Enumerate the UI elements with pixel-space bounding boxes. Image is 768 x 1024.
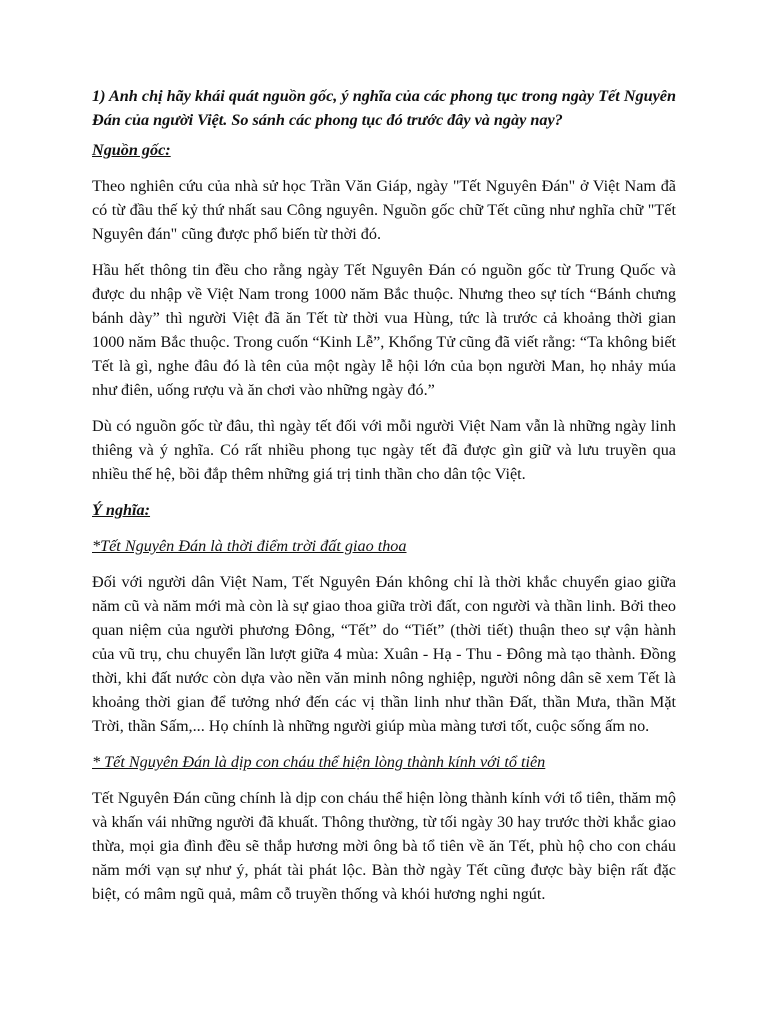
meaning-paragraph-1: Đối với người dân Việt Nam, Tết Nguyên Đán không chỉ là thời khắc chuyển giao giữa năm cũ và năm mới mà còn là sự giao thoa giữa trời đất, con người và thần linh. Bởi theo quan niệm của người phương Đông, “Tết” do “Tiết” (thời tiết) thuận theo sự vận hành của vũ trụ, chu chuyển lần lượt giữa 4 mùa: Xuân - Hạ - Thu - Đông mà tạo thành. Đồng thời, khi đất nước còn dựa vào nền văn minh nông nghiệp, người nông dân sẽ xem Tết là khoảng thời gian để tưởng nhớ đến các vị thần linh như thần Đất, thần Mưa, thần Mặt Trời, thần Sấm,... Họ chính là những người giúp mùa màng tươi tốt, cuộc sống ấm no.: [92, 573, 676, 735]
meaning-subheading-1: *Tết Nguyên Đán là thời điểm trời đất giao thoa: [92, 537, 407, 555]
meaning-heading: Ý nghĩa:: [92, 501, 151, 519]
origin-paragraph-3: Dù có nguồn gốc từ đâu, thì ngày tết đối với mỗi người Việt Nam vẫn là những ngày linh thiêng và ý nghĩa. Có rất nhiều phong tục ngày tết đã được gìn giữ và lưu truyền qua nhiều thế hệ, bồi đắp thêm những giá trị tinh thần cho dân tộc Việt.: [92, 417, 676, 483]
origin-paragraph-1: Theo nghiên cứu của nhà sử học Trần Văn Giáp, ngày "Tết Nguyên Đán" ở Việt Nam đã có từ đầu thế kỷ thứ nhất sau Công nguyên. Nguồn gốc chữ Tết cũng như nghĩa chữ "Tết Nguyên đán" cũng được phổ biến từ thời đó.: [92, 177, 676, 243]
question-title: 1) Anh chị hãy khái quát nguồn gốc, ý nghĩa của các phong tục trong ngày Tết Nguyên Đán của người Việt. So sánh các phong tục đó trước đây và ngày nay?: [92, 87, 676, 129]
document-page: [92, 84, 676, 918]
meaning-paragraph-2: Tết Nguyên Đán cũng chính là dịp con cháu thể hiện lòng thành kính với tổ tiên, thăm mộ và khấn vái những người đã khuất. Thông thường, từ tối ngày 30 hay trước thời khắc giao thừa, mọi gia đình đều sẽ thắp hương mời ông bà tổ tiên về ăn Tết, phù hộ cho con cháu năm mới vạn sự như ý, phát tài phát lộc. Bàn thờ ngày Tết cũng được bày biện rất đặc biệt, có mâm ngũ quả, mâm cỗ truyền thống và khói hương nghi ngút.: [92, 789, 676, 903]
meaning-subheading-2: * Tết Nguyên Đán là dịp con cháu thể hiện lòng thành kính với tổ tiên: [92, 753, 546, 771]
origin-paragraph-2: Hầu hết thông tin đều cho rằng ngày Tết Nguyên Đán có nguồn gốc từ Trung Quốc và được du nhập về Việt Nam trong 1000 năm Bắc thuộc. Nhưng theo sự tích “Bánh chưng bánh dày” thì người Việt đã ăn Tết từ thời vua Hùng, tức là trước cả khoảng thời gian 1000 năm Bắc thuộc. Trong cuốn “Kinh Lễ”, Khổng Tử cũng đã viết rằng: “Ta không biết Tết là gì, nghe đâu đó là tên của một ngày lễ hội lớn của bọn người Man, họ nhảy múa như điên, uống rượu và ăn chơi vào những ngày đó.”: [92, 261, 676, 399]
origin-heading: Nguồn gốc:: [92, 141, 171, 159]
